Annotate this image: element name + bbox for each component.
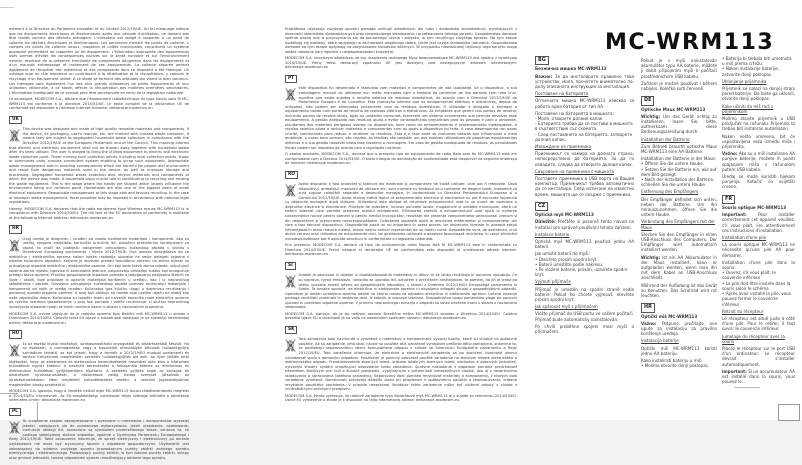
paragraph: O abaixo assinado, MODECOM S.A., declara que o presente tipo de equipamento de rádio Rato sem fio MC-WRM113 está em conformidade com a Diretiva 2014/53/UE. O texto integral da declaração de conformidade está disponível no seguinte endereço de Internet: deklaracje.modecom.eu (285, 152, 517, 166)
subheading: Instalace baterie (535, 231, 570, 237)
section-uk (9, 116, 189, 220)
subheading: Поставяне на батерията (535, 91, 589, 97)
section-ro (285, 171, 517, 257)
bullet-item: • Baterii umístěte podle nákresu. (535, 261, 604, 267)
instructions-column-2 (641, 56, 717, 374)
paragraph: Stecken Sie den Empfänger in einen USB-Anschluss des Computers. Der Empfänger wird automatisch installiert werden. (641, 231, 717, 253)
paragraph: Zařízení je možné používat i během nabíjení. Kolečko svítí červeně. (641, 80, 717, 92)
paragraph: mément à la Directive du Parlement européen et du Conseil 2012/19/UE. Un tel marquage indique que les équipements électriques et électroniques après leur période d'utilisation, ne doivent pas être traités comme des déchets ménagers. L'utilisateur est obligé à rapporter à un point de collecte les déchets électriques et électroniques. Les personnes menant les points de collecte, y compris les points de collecte locaux, magasins et unités municipales, constituent un système approprié permettant de rapporter un tel équipement. L'élimination appropriée des équipements usés permet d'éviter les conséquences nocives sur la santé humaine et sur l'environnement naturel, résultant de la présence éventuelle de composants dangereux dans les équipements et d'un mauvais entreposage et traitement de ces équipements. La collecte séparée permet également de récupérer des matériaux et des composants dont ce dispositif a été fabriqué. Un ménage joue un rôle important en contribuant à la réutilisation et la récupération, y compris le recyclage d'un équipement utilisé. À ce stade se forment des attitudes qui visent le bien commun. Les ménages sont également l'un des plus grands utilisateurs de petits équipements et leur utilisation rationnelle, à ce stade, affecte la récupération des matières premières secondaires. L'élimination inadéquate de ce produit peut être sanctionnée en vertu de la législation nationale. (9, 27, 189, 95)
section-body (641, 107, 717, 299)
section-continuation (722, 56, 795, 190)
paragraph: Important: Si un accumulateur AA est installé dans la souris, vous pouvez le... (722, 368, 795, 385)
weee-bin-icon (9, 238, 20, 253)
paragraph: Zum Betrieb braucht optische Maus MC-WRM113 eine AA Batterie. (641, 143, 717, 155)
section-body (535, 66, 634, 196)
paragraph: Vložte přijímač do USB portu ve vašem počítači. Přijímač bude automaticky nainstalován. (535, 311, 634, 322)
paragraph: To urządzenie zostało zaprojektowane i wykonane z materiałów i komponentów wysokiej jakości, nadających się do ponownego wykorzystania. Jeżeli urządzenie, opakowanie, instrukcja obsługi itd. oznaczone są symbolem przekreślonego kosza, oznacza to, że podlega selektywnej zbiórce odpadów, zgodnie z Dyrektywą Parlamentu Europejskiego i Rady 2012/19/UE. Takie oznaczenie informuje, że sprzęt elektryczny i elektroniczny po okresie użytkowania nie może być wyrzucany łącznie z odpadami gospodarczymi. Użytkownik jest zobowiązany do oddania zużytego sprzętu prowadzącym punkty zbiórki zużytego sprzętu elektrycznego i elektronicznego. Prowadzący punkty zbiórki, w tym lokalne punkty zbiórki, sklepy oraz gminne jednostki, tworzą odpowiedni system umożliwiający oddanie tego sprzętu. (9, 419, 189, 460)
paragraph: MODECOM S.A. niniejszym oświadcza, że typ urządzenia radiowego Mysz bezprzewodowa MC-WRM113 jest zgodny z dyrektywą 2014/53/UE. Pełny tekst deklaracji zgodności UE jest dostępny pod następującym adresem internetowym: deklaracje.modecom.eu (285, 56, 517, 70)
bullet-item: • Après avoir installé la pile, vous pouvez fermer le couvercle inférieur (722, 291, 791, 307)
section-fr (722, 195, 795, 385)
language-badge-hr: HR (9, 225, 22, 233)
bullet-item: - Моля, отворете долния капак (535, 116, 603, 121)
paragraph: MODECOM S.A. týmto vyhlasuje, že rádiové zariadenie typu Bezdrôtová myš MC-WRM113 je v súlade so smernicou 2014/53/EÚ. Úplné EÚ vyhlásenie o zhode je k dispozícii na tejto internetovej adrese: deklaracje.modecom.eu (285, 393, 517, 403)
weee-bin-icon (9, 343, 20, 358)
paragraph: Uređaj se može koristiti tijekom punjenja. Kotačić će svijetliti crveno. (722, 174, 795, 190)
language-badge-hu: HU (9, 330, 22, 338)
bullet-item: - Батерията трябва да се постави в мишката в съответствие със схемата (535, 121, 633, 132)
paragraph: Molimo stavite prijemnik u USB priključak na računalu. Prijemnik bi trebao biti instaliran automatski. (722, 116, 795, 132)
paragraph: Installation der Batterie in der Maus: (641, 156, 717, 162)
paragraph: MODECOM S.A. ovime izjavljuje da je radijska oprema tipa Bežični miš MC-WRM113 u skladu s Direktivom 2014/53/EU. Cjeloviti tekst EU izjave o sukladnosti dostupan je na sljedećoj internetskoj adresi: deklaracje.modecom.eu (9, 311, 189, 325)
section-body (9, 419, 189, 460)
language-badge-uk: UK (9, 116, 22, 124)
language-badge-sk: SK (285, 326, 297, 334)
weee-bin-icon (285, 274, 296, 289)
section-body (9, 127, 189, 220)
bullet-item: • La pile doit être insérée dans la souris selon le schéma (722, 280, 791, 291)
section-body (9, 27, 189, 111)
paragraph: Este dispositivo foi desenhado e fabricado com materiais e componentes de alta qualidade. Se o dispositivo, a sua embalagem, manual do utilizador etc. estão marcados com o símbolo do contentor de lixo barrado com uma cruz, significa que estão sujeitos à recolha seletiva de resíduos domésticos, de acordo com a Directiva 2012/19/UE do Parlamento Europeu e do Conselho. Esta marcação informa que os equipamentos elétricos e eletrónicos, depois de utilizados, não podem ser eliminados juntamente com os resíduos domésticos. O utilizador é obrigado a entregar o equipamento usado num ponto de recolha de resíduos elétricos e eletrónicos. As entidades que gerem tais pontos de recolha, incluindo pontos de recolha locais, lojas ou unidades comunais, fornecem um sistema conveniente que permite devolver esse equipamento. A gestão adequada dos resíduos ajuda a evitar consequências prejudiciais para as pessoas e para o ambiente, resultantes dos materiais perigosos usados no dispositivo, bem como do armazenamento e processamento inadequados. A recolha seletiva ajuda a reciclar materiais e componentes com os quais o dispositivo foi feito. A casa desempenha um papel crucial, contribuindo para reduzir e reutilizar os resíduos. Esta é a fase onde os costumes básicos que influenciam o meio ambiente, o nosso bem comum, são criados. As famílias são também um dos maiores utilizadores de pequenos equipamentos elétricos e a sua gestão razoável nesta fase favorece a reciclagem. Em caso de gestão inadequada de resíduos, as penalidades fiscais podem ser impostas de acordo com a legislação nacional. (285, 86, 517, 150)
paragraph: Acest dispozitiv a fost proiectat și fabricat din materiale și componente de înaltă calitate, care pot fi refolosite. Dacă dispozitivul, ambalajul, manualul de utilizare etc. sunt marcate cu simbolul unui container de deșeuri barat, înseamnă că sunt supuse colectării separate a deșeurilor menajere, în conformitate cu Directiva Parlamentului European și a Consiliului 2012/19/UE. Acest marcaj indică faptul că echipamentele electrice și electronice nu pot fi aruncate împreună cu deșeurile menajere după utilizare. Utilizatorul este obligat să returneze echipamentul uzat la un punct de colectare a deșeurilor electrice și electronice. Punctele de colectare, inclusiv punctele locale, magazinele și unitățile municipale, oferă un sistem adecvat care permite predarea acestui echipament. Eliminarea corectă a echipamentului uzat ajută la evitarea consecințelor nocive pentru oameni și pentru mediul înconjurător, rezultate din prezența componentelor periculoase, precum și din depozitarea și prelucrarea necorespunzătoare. Colectarea separată ajută la reciclarea materialelor și componentelor din care a fost fabricat dispozitivul. Gospodăriile joacă un rol important în acest proces, iar obiceiurile formate în această etapă influențează în mare măsură mediul, binele nostru comun reprezentat de un mediu curat. Gospodăriile sunt, de asemenea, unul dintre cei mai mari utilizatori de echipamente mici, iar gestionarea rațională a acestora favorizează reciclarea. În cazul eliminării necorespunzătoare pot fi aplicate sancțiuni în conformitate cu legislația națională. (285, 182, 517, 241)
paragraph: Während der Aufladung ist das Gerät zu benutzen. Das Scrollrad wird rot leuchten. (641, 282, 717, 299)
section-product-heading: Optische Maus MC-WRM113 (641, 106, 706, 112)
bullet-item: • Nakon instalacije baterije, zatvorite donji poklopac. (722, 66, 779, 77)
subheading: Installation der Batterie (641, 136, 690, 142)
bullet-item: - След поставянето на батерията, затворете долния капак. (535, 131, 633, 142)
section-continuation (641, 58, 717, 91)
paragraph: Toto zariadenie bolo navrhnuté a vyrobené z materiálov a komponentov vysokej kvality, ktoré sú vhodné na opätovné použitie. Ak sú zariadenie, jeho obal, návod na použitie atď. označené symbolom preškrtnutého kontajnera, znamená to, že podliehajú separovanému zberu komunálneho odpadu v súlade so Smernicou Európskeho parlamentu a Rady 2012/19/EÚ. Toto označenie informuje, že elektrické a elektronické zariadenia sa po skončení životnosti nesmú vyhadzovať spolu s domovým odpadom. Používateľ je povinný odovzdať použité zariadenie na zbernom mieste elektrického a elektronického odpadu. Prevádzkovatelia zberných miest, vrátane lokálnych zberných miest, obchodov a obecných jednotiek, vytvárajú vhodný systém umožňujúci odovzdanie tohto zariadenia. Správne nakladanie s odpadom pomáha predchádzať následkom škodlivým pre ľudí a životné prostredie, vyplývajúcim z prítomnosti nebezpečných zložiek, ako aj z nesprávneho skladovania a spracovania takéhoto zariadenia. Separovaný zber pomáha recyklovať materiály a komponenty, z ktorých bolo zariadenie vyrobené. Domácnosti zohrávajú dôležitú úlohu pri prispievaní k opätovnému použitiu a zhodnocovaniu, vrátane recyklácie použitého zariadenia. V prípade nesprávnej likvidácie tohto zariadenia môžu byť uložené pokuty v súlade s vnútroštátnymi právnymi predpismi. (285, 337, 517, 392)
paragraph: Důležité: Přečtěte si pozorně tento návod na instalaci pro správné používání tohoto zařízení. (535, 219, 634, 230)
bullet-item: • Öffnen Sie die untere Haube. (641, 161, 705, 167)
subheading: Installation d'une pile (722, 235, 767, 241)
paragraph: MODECOM S.A. igazolja, hogy a Vezeték nélküli egér MC-WRM113 típusú rádióberendezés megfelel a 2014/53/EU irányelvnek. Az EU-megfelelőségi nyilatkozat teljes szövege elérhető a következő internetes címen: deklaracje.modecom.eu (9, 389, 189, 403)
weee-column-1 (9, 25, 189, 465)
paragraph: Оптичната мишка MC-WRM113 изисква за работа една батерия от тип AA. (535, 98, 634, 109)
paragraph: Hereby, MODECOM S.A. declares that the radio equipment type Wireless mouse MC-WRM113 is in compliance with Directive 2014/53/EU. The full text of the EU declaration of conformity is available at the following internet address: deklaracje.modecom.eu (9, 206, 189, 220)
language-badge-si: SI (285, 262, 296, 270)
paragraph: Placez le récepteur sur le port USB d'un ordinateur. Le récepteur devrait s'installer automatiquement. (722, 345, 795, 367)
section-body (9, 342, 189, 403)
section-body (641, 314, 717, 369)
paragraph: Po chvíli proběhne spojení mezi myší a přijímačem. (535, 323, 634, 335)
subheading: Instalacija baterije (641, 338, 679, 344)
subheading: Изваждане на приемника (535, 144, 592, 150)
section-product-heading: Optički miš MC-WRM113 (641, 313, 698, 319)
language-badge-fr: FR (722, 195, 735, 204)
section-sk (285, 326, 517, 403)
section-body (641, 58, 717, 91)
paragraph: Jak umístit baterii do myši: (535, 251, 590, 257)
section-body (285, 337, 517, 403)
paragraph: Приемникът се намира на долната страна, непосредствено до батерията. За да го извадите, следва да отворите долния капак. (535, 151, 634, 167)
language-badge-pl: PL (9, 408, 21, 416)
paragraph: Prawidłowa utylizacja zużytego sprzętu pomaga uniknąć szkodliwych dla ludzi i środowiska konsekwencji, wynikających z obecności składników niebezpiecznych oraz niewłaściwego składowania i przetwarzania takiego sprzętu. Gospodarstwo domowe spełnia ważną rolę w przyczynianiu się do ponownego użycia i odzysku, w tym recyklingu zużytego sprzętu. Na tym etapie kształtują się postawy, które wpływają na zachowanie wspólnego dobra, jakim jest czyste środowisko naturalne. Gospodarstwa domowe na tym etapie wpływają na odzyskiwanie surowców wtórnych. W przypadku niewłaściwej utylizacji tego sprzętu mogą zostać nałożone kary zgodnie z ustawodawstwem krajowym. (285, 27, 517, 54)
section-body (285, 273, 517, 320)
section-body (722, 205, 795, 384)
paragraph: Installation d'une pile dans la souris: (722, 259, 795, 271)
paragraph: Ez az eszköz kiváló minőségű, újrahasznosítható anyagokból és alkatrészekből készült. Ha az eszközön, a csomagolásán vagy a használati útmutatóján áthúzott hulladékgyűjtő szimbólum látható, az azt jelenti, hogy a termék a 2012/19/EU európai parlamenti és tanácsi irányelvnek megfelelően szelektív hulladékgyűjtés alá esik. Az ilyen jelölés arról tájékoztat, hogy az elektromos és elektronikus berendezéseket használat után tilos a háztartási hulladékkal együtt kidobni. A használt berendezést a felhasználó köteles az elektromos és elektronikus hulladékok gyűjtőpontjára eljuttatni. A szelektív gyűjtés segíti az anyagok és alkatrészek újrahasznosítását, a háztartások pedig fontos szerepet játszanak az újrahasznosításban. Nem megfelelő hulladékkezelés esetén, a nemzeti jogszabályoknak megfelelően bírság szabható ki. (9, 341, 189, 387)
bullet-item: • Molimo otvorite donji poklopac. (641, 363, 710, 369)
language-badge-hr: HR (641, 303, 655, 312)
section-continuation (9, 27, 189, 111)
section-cz (535, 202, 634, 334)
language-badge-bg: BG (535, 56, 549, 65)
section-body (535, 212, 634, 334)
section-product-heading: Souris optique MC-WRM113 (722, 205, 787, 211)
paragraph: Wichtig: Um das Gerät richtig zu installieren, lesen Sie, bitte, aufmerksam diese Bedienungsanleitung durch. (641, 113, 717, 135)
language-badge-cz: CZ (535, 202, 548, 211)
subheading: Vyjmutí přijímače (535, 279, 571, 285)
language-badge-pt: PT (285, 75, 297, 83)
paragraph: MODECOM S.A. potrjuje, da je tip radijske opreme Brezžična miška MC-WRM113 skladen z Direktivo 2014/53/EU. Celotno besedilo izjave EU o skladnosti je na voljo na naslednjem spletnem naslovu: deklaracje.modecom.eu (285, 311, 517, 321)
paragraph: Prijemnik se nalazi na donjoj strani pored baterije. Da biste ga uklonili, otvorite donji poklopac. (722, 86, 795, 102)
weee-bin-icon (285, 87, 296, 102)
bullet-item: • Otevřete prosím spodní kryt. (535, 256, 598, 262)
crop-mark-top-left (0, 7, 14, 8)
bullet-item: • Nach der Installation der Batterie, schließen Sie die untere Haube. (641, 177, 715, 188)
paragraph: Le soussigné, MODECOM S.A., déclare que l'équipement radioélectrique du type Souris sans fil MC-WRM113 est conforme à la directive 2014/53/UE. Le texte complet de la déclaration UE de conformité est disponible à l'adresse internet suivante: deklaracje.modecom.eu (9, 97, 189, 111)
subheading: Свързване на приемника с мишката (535, 168, 614, 174)
paragraph: Ovaj uređaj je dizajniran i izrađen od visoko kvalitetnih materijala i komponenti. Ako su uređaj, njegova ambalaža, korisnički priručnik itd. označeni prekriženim kontejnerom za otpad, to znači da podliježu odvojenom prikupljanju kućanskog otpada u skladu s Direktivom Europskog parlamenta i Vijeća 2012/19/UE. Ova oznaka obavještava da se električna i elektronička oprema nakon isteka razdoblja uporabe ne smije odlagati zajedno s ostalim kućanskim otpadom. Korisnik je obvezan predati iskorištenu opremu na zbirno mjesto za prikupljanje otpadne električne i elektroničke opreme. Oni koji vode takva zbirna mjesta, uključujući lokalna zbirna mjesta, trgovine ili komunalne jedinice, osiguravaju prikladan sustav koji omogućuje predaju takve opreme. Pravilno gospodarenje otpadom pomaže u izbjegavanju posljedica štetnih za ljude i okoliš, koje proizlaze iz opasnih materijala korištenih u uređaju, kao i iz nepravilnog skladištenja i obrade. Odvojeno prikupljanje kućanskog otpada pomaže recikliranju materijala i komponenti od kojih je uređaj izrađen. Kućanstvo igra ključnu ulogu u doprinosu recikliranju i ponovnoj uporabi otpadne opreme. U ovoj fazi oblikuju se navike koje uvelike utječu na okoliš kao naše zajedničko dobro. Kućanstva su također jedan od najvećih korisnika male električne opreme pa njezino razumno gospodarenje u ovoj fazi pomaže i potiče recikliranje. U slučaju nepravilnog upravljanja otpadom mogu se izreći novčane kazne u skladu s nacionalnim propisima. (9, 236, 189, 309)
subheading: Jak spárovat myš s přijímačem (535, 304, 598, 310)
section-product-heading: Optická myš MC-WRM113 (535, 212, 594, 218)
bullet-item: • Po vložení baterie, prosím, uzavřete spodní kryt. (535, 267, 628, 278)
paragraph: Kako instalirati bateriju u miš: (641, 358, 703, 364)
paragraph: La souris optique MC-WRM113 ne nécessite qu'une pile AA pour démarrer. (722, 242, 795, 258)
paragraph: Přijímač je umístěn na spodní straně vedle baterie. Pokud ho chcete vyjmout, otevřete prosím spodní kryt. (535, 286, 634, 303)
subheading: Kako učiniti da miš radi s prijemnikom (722, 103, 774, 114)
paragraph: Optická myš MC-WRM113 používá jednu AA baterii. (535, 239, 634, 250)
paragraph: Wichtig: Ist ein AA Akkumulator in der Maus installiert, kann er aufgeladen werden, wenn man ihn mit dem Kabel an USB-Anschluss anschließt. (641, 254, 717, 281)
paragraph: Optički miš MC-WRM113 koristi jednu AA bateriju. (641, 345, 717, 356)
paragraph: Le récepteur est situé juste à côté d'une pile. Pour le retirer, il faut ouvrir le couvercle inférieur. (722, 315, 795, 332)
paragraph: Important: Pour installer correctement cet appareil veuillez, s'il vous plaît, lire attentivement ces instructions d'installation. (722, 212, 795, 233)
subheading: Verbindung des Empfängers mit der Maus (641, 219, 716, 230)
product-title: MC-WRM113 (605, 30, 775, 55)
paragraph: Izdelek je zasnovan in izdelan iz visokokakovostnih materialov in delov, ki se lahko reciklirajo in ponovno uporabijo. Če so naprava, njena embalaža, navodila za uporabo itd. označeni s prečrtanim smetnjakom, to pomeni, da jih je treba po izteku uporabe zbirati ločeno od gospodinjskih odpadkov, v skladu z Direktivo 2012/19/EU Evropskega parlamenta in Sveta. Ta oznaka sporoča, da električne in elektronske opreme ni dovoljeno odlagati skupaj z gospodinjskimi odpadki. Uporabnik je dolžan izrabljeno opremo oddati na zbirno mesto za odpadno električno in elektronsko opremo. Ločeno zbiranje pomaga reciklirati materiale in sestavne dele, iz katerih je naprava izdelana. Gospodinjstva igrajo pomembno vlogo pri ponovni uporabi in predelavi odpadne opreme. V primeru nepravilnega ravnanja z odpadki so lahko izrečene kazni v skladu z nacionalno zakonodajo. (285, 273, 517, 310)
section-body (285, 182, 517, 257)
language-badge-ro: RO (285, 171, 298, 179)
bullet-item: • Baterija bi trebala biti umetnuta u miš prema crtežu. (722, 56, 792, 67)
weee-bin-icon (285, 183, 296, 198)
paragraph: Поставете приемника в USB порта на Вашия компютър. Приемникът трябва автоматично да се инсталира. След изтичане на известно време, мишката ще се свърже с приемника. (535, 176, 634, 197)
section-body (722, 56, 795, 190)
subheading: Entfernung des Empfängers (641, 189, 699, 195)
paragraph: Važno: Potpuno pročitajte ove upute za instalaciju za pravilno korištenje uređaja. (641, 320, 717, 337)
paragraph: Prin prezenta, MODECOM S.A. declară că tipul de echipamente radio Mouse fără fir MC-WRM113 este în conformitate cu Directiva 2014/53/UE. Textul integral al declarației UE de conformitate este disponibil la următoarea adresă internet: deklaracje.modecom.eu (285, 243, 517, 257)
weee-bin-icon (285, 338, 296, 353)
section-product-heading: Безжична мишка MC-WRM113 (535, 66, 607, 72)
paragraph: Der Empfänger befindet sich unten, neben der Batterie. Um ihn herauszunehmen, öffnen Sie die untere Haube. (641, 196, 717, 218)
bullet-item: • Ouvrez, s'il vous plaît, le couvercle inférieur (722, 270, 776, 281)
paragraph: Pokud je v myši nainstalován akumulátor typu AA baterie, můžete ji dobít připojením myši k počítači prostřednictvím USB kabelu. (641, 58, 717, 79)
instructions-column-1 (535, 56, 634, 339)
section-de (641, 96, 717, 298)
bullet-item: • Setzen Sie die Batterie ein, wie auf dem Bild gezeigt. (641, 166, 717, 177)
paragraph: Поставяне на батерията в мишката: (535, 110, 614, 116)
section-hr (9, 225, 189, 325)
section-si (285, 262, 517, 321)
section-hu (9, 330, 189, 403)
paragraph: Važno: Ako su u miš instalirane AA punjive baterije, možete ih puniti spajanjem miša s računalom putem USB kabela. (722, 151, 795, 172)
weee-bin-icon (9, 420, 20, 435)
weee-column-2 (285, 25, 517, 408)
section-body (285, 86, 517, 165)
section-pt (285, 75, 517, 166)
subheading: Jumelage du récepteur avec la souris (722, 333, 785, 344)
subheading: Uklanjanje prijemnika (722, 78, 767, 84)
paragraph: Nakon nešto vremena, bit će uspostavljena veza između miša i prijemnika. (722, 133, 795, 150)
section-body (9, 237, 189, 325)
subheading: Retrait du récepteur (722, 308, 764, 314)
paragraph: This device was designed and made of high quality reusable materials and components. If the device, its packaging, user's manual, etc. are marked with crossed waste container, it means they are subject to segregated household waste collection in compliance with the Directive 2012/19/UE of the European Parliament and of the Council. This marking informs that electric and electronic equipment shall not be thrown away together with household waste after it's been utilised. The user is obliged to bring the utilised equipment to electric and electronic waste collection point. Those running such collection points, including local collection points, shops or communes units, provide convenient system enabling to scrap such equipment. Appropriate waste management aids in avoiding consequences which are harmful for people and environment and result from dangerous materials used in the device, as well as improper storage and processing. Segregated household waste collection aids recycle materials and components of which the device was made. A household plays crucial role in contributing to recycling and reusing the waste equipment. This is the stage where the habits are shaped which largely influence the environment being our common good. Households are also one of the biggest users of small electrical equipment. Reasonable management at this stage aids and favours recycling. In the case of improper waste management, fiscal penalties may be imposed in accordance with national legal regulations. (9, 127, 189, 205)
section-body (285, 27, 517, 70)
section-bg (535, 56, 634, 197)
paragraph: Важно: За да инсталирате правилно това устройство, моля, прочетете внимателно по-долу описаната инструкция за инсталация. (535, 73, 634, 89)
instructions-column-3 (722, 56, 795, 389)
section-continuation (285, 27, 517, 70)
crop-mark-bottom-right-box (778, 404, 800, 421)
weee-bin-icon (9, 128, 20, 143)
language-badge-de: DE (641, 96, 654, 105)
section-pl (9, 408, 189, 460)
section-hr (641, 303, 717, 368)
